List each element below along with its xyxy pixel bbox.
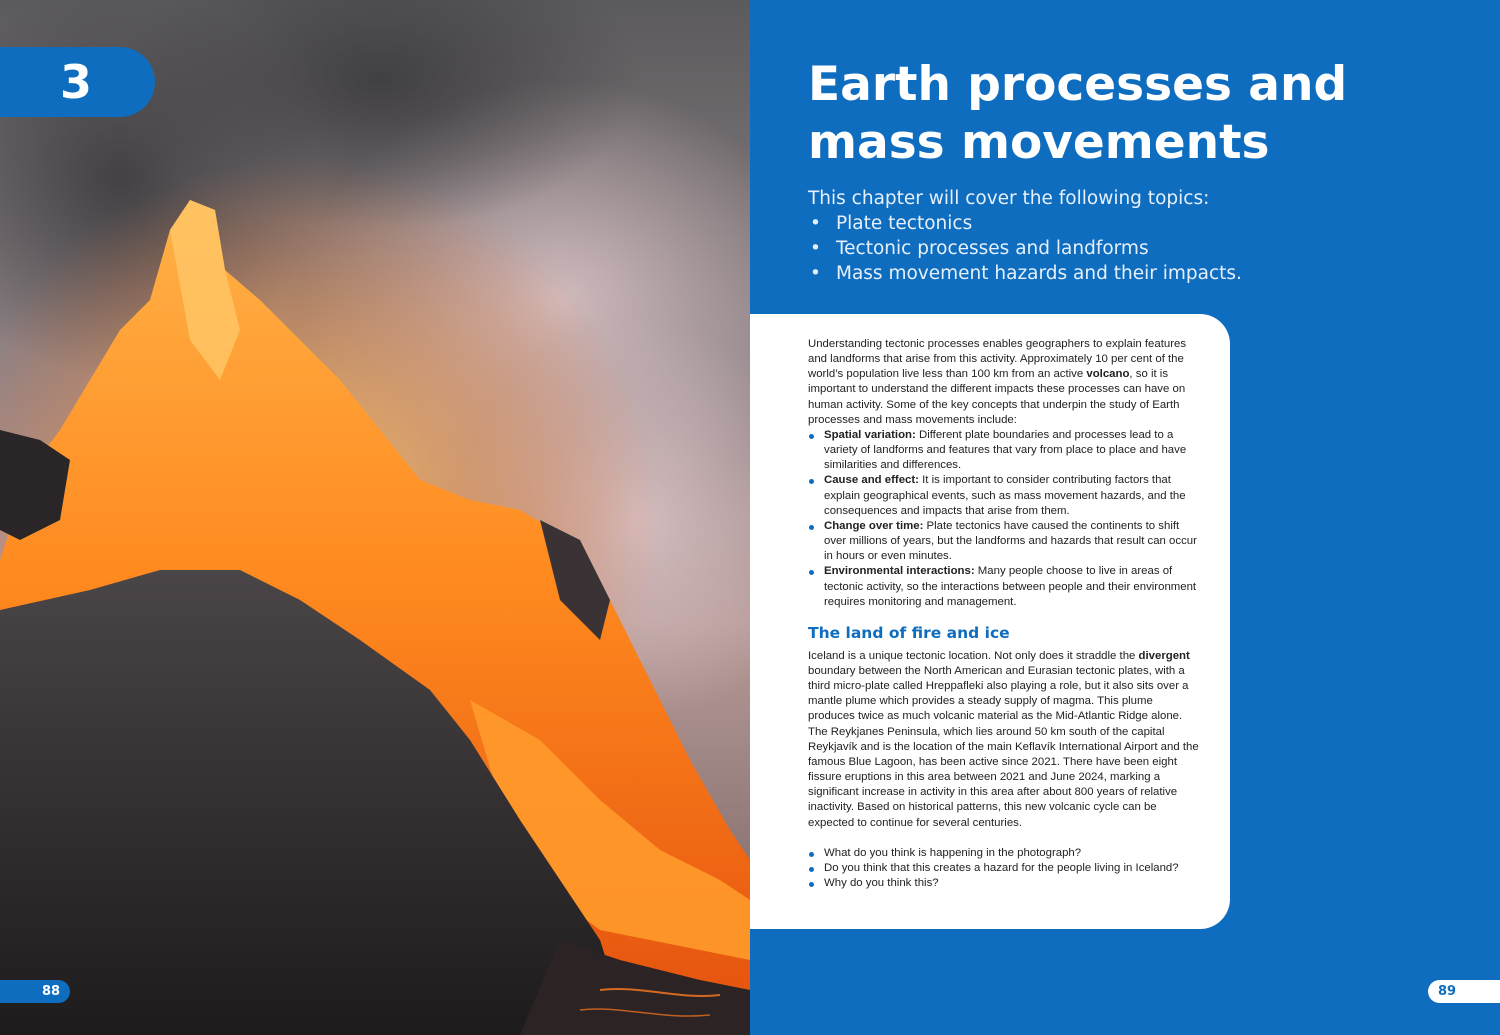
question-item: Do you think that this creates a hazard for the people living in Iceland? bbox=[808, 861, 1200, 876]
chapter-intro bbox=[808, 186, 1448, 286]
intro-paragraph: Understanding tectonic processes enables geographers to explain features and landforms that arise from this activity. Approximately 10 per cent of the world’s population live less than 100 km from an active volcano, so it is important to understand the different impacts these processes can have on human activity. Some of the key concepts that underpin the study of Earth processes and mass movements include: bbox=[808, 338, 1187, 426]
chapter-number-tab: 3 bbox=[0, 47, 155, 117]
page-number-right: 89 bbox=[1428, 980, 1500, 1003]
concept-item: Change over time: Plate tectonics have caused the continents to shift over millions of years, but the landforms and hazards that result can occur in hours or even minutes. bbox=[808, 519, 1200, 564]
intro-lead: This chapter will cover the following topics: bbox=[808, 188, 1210, 209]
question-item: What do you think is happening in the photograph? bbox=[808, 846, 1200, 861]
right-page bbox=[750, 0, 1500, 1035]
question-item: Why do you think this? bbox=[808, 876, 1200, 891]
key-term-divergent: divergent bbox=[1138, 649, 1190, 662]
discussion-questions bbox=[808, 846, 1200, 891]
topic-item: • Tectonic processes and landforms bbox=[808, 236, 1448, 261]
key-term-volcano: volcano bbox=[1086, 368, 1130, 381]
concept-item: Spatial variation: Different plate boundaries and processes lead to a variety of landforms and features that vary from place to place and have similarities and differences. bbox=[808, 428, 1200, 473]
topic-item: • Mass movement hazards and their impacts. bbox=[808, 261, 1448, 286]
topic-item: • Plate tectonics bbox=[808, 211, 1448, 236]
concept-item: Cause and effect: It is important to consider contributing factors that explain geographical events, such as mass movement hazards, and the consequences and impacts that arise from them. bbox=[808, 473, 1200, 518]
concept-item: Environmental interactions: Many people choose to live in areas of tectonic activity, so the interactions between people and their environment requires monitoring and management. bbox=[808, 564, 1200, 609]
iceland-paragraph: Iceland is a unique tectonic location. Not only does it straddle the divergent boundary between the North American and Eurasian tectonic plates, with a third micro-plate called Hreppafleki also playing a role, but it also sits over a mantle plume which provides a steady supply of magma. This plume produces twice as much volcanic material as the Mid-Atlantic Ridge alone. The Reykjanes Peninsula, which lies around 50 km south of the capital Reykjavík and is the location of the main Keflavík International Airport and the famous Blue Lagoon, has been active since 2021. There have been eight fissure eruptions in this area between 2021 and June 2024, marking a significant increase in activity in this area after about 800 years of relative inactivity. Based on historical patterns, this new volcanic cycle can be expected to continue for several centuries. bbox=[808, 649, 1199, 829]
topics-list bbox=[808, 211, 1448, 286]
key-concepts-list bbox=[808, 428, 1200, 610]
chapter-title: Earth processes and mass movements bbox=[808, 57, 1348, 170]
content-card bbox=[750, 314, 1230, 929]
page-number-left: 88 bbox=[0, 980, 70, 1003]
section-subheading: The land of fire and ice bbox=[808, 623, 1010, 642]
